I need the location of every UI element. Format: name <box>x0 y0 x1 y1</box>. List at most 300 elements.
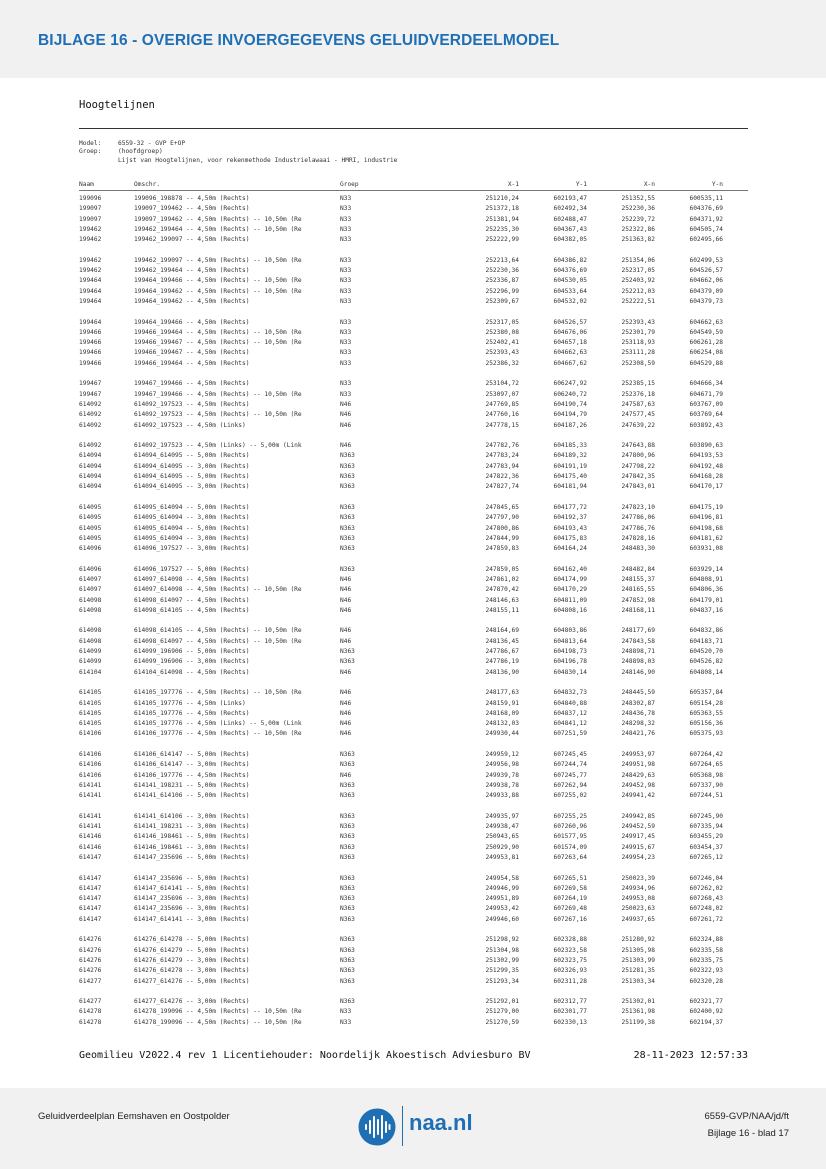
cell-x1: 247859,05 <box>485 565 519 573</box>
cell-xn: 251354,06 <box>621 256 655 264</box>
cell-xn: 253118,93 <box>621 339 655 347</box>
cell-naam: 199097 <box>79 205 102 213</box>
cell-omschr: 614095_614094 -- 5,00m (Rechts) <box>134 524 250 532</box>
cell-naam: 614099 <box>79 648 102 656</box>
cell-omschr: 199467_199466 -- 4,50m (Rechts) -- 10,50m (Re <box>134 390 302 398</box>
cell-naam: 614092 <box>79 411 102 419</box>
cell-y1: 604667,62 <box>553 359 587 367</box>
cell-xn: 251199,38 <box>621 1018 655 1026</box>
table-row <box>0 596 826 606</box>
col-header-xn: X-n <box>643 181 655 188</box>
table-row <box>0 668 826 678</box>
cell-xn: 251303,34 <box>621 977 655 985</box>
cell-naam: 614147 <box>79 854 102 861</box>
cell-groep: N363 <box>340 915 355 923</box>
cell-naam: 614106 <box>79 771 102 779</box>
table-row <box>0 812 826 822</box>
table-row <box>0 565 826 575</box>
cell-groep: N363 <box>340 648 355 656</box>
cell-naam: 199462 <box>79 267 102 275</box>
cell-y1: 604175,40 <box>553 473 587 481</box>
cell-x1: 249951,89 <box>485 895 519 903</box>
cell-yn: 603929,14 <box>689 565 723 573</box>
cell-omschr: 614147_235696 -- 5,00m (Rechts) <box>134 854 250 861</box>
cell-y1: 604841,12 <box>553 720 587 728</box>
cell-yn: 602335,58 <box>689 946 723 954</box>
cell-omschr: 614105_197776 -- 4,50m (Rechts) -- 10,50m (Re <box>134 689 302 697</box>
cell-y1: 607255,25 <box>553 812 587 820</box>
cell-y1: 602323,75 <box>553 956 587 964</box>
cell-yn: 604379,73 <box>689 297 723 305</box>
cell-yn: 604505,74 <box>689 225 723 233</box>
cell-xn: 250023,39 <box>621 874 655 882</box>
cell-omschr: 614276_614279 -- 3,00m (Rechts) <box>134 956 250 964</box>
cell-groep: N46 <box>340 709 352 717</box>
cell-groep: N46 <box>340 771 352 779</box>
cell-yn: 604666,34 <box>689 380 723 388</box>
table-row <box>0 359 826 369</box>
cell-x1: 252222,99 <box>485 236 519 244</box>
cell-naam: 614105 <box>79 709 102 717</box>
cell-yn: 604198,68 <box>689 524 723 532</box>
cell-omschr: 614106_614147 -- 5,00m (Rechts) <box>134 751 250 759</box>
cell-xn: 248482,84 <box>621 565 655 573</box>
table-row <box>0 379 826 389</box>
table-row <box>0 709 826 719</box>
cell-y1: 604676,06 <box>553 328 587 336</box>
col-header-y1: Y-1 <box>575 181 587 188</box>
cell-x1: 247844,99 <box>485 534 519 542</box>
cell-omschr: 614092_197523 -- 4,50m (Rechts) <box>134 400 250 408</box>
cell-omschr: 199466_199464 -- 4,50m (Rechts) <box>134 359 250 367</box>
table-row <box>0 688 826 698</box>
cell-groep: N363 <box>340 977 355 985</box>
cell-x1: 247769,85 <box>485 400 519 408</box>
cell-omschr: 614092_197523 -- 4,50m (Links) -- 5,00m (Link <box>134 442 302 450</box>
cell-y1: 602326,93 <box>553 967 587 975</box>
table-row <box>0 348 826 358</box>
table-row <box>0 894 826 904</box>
cell-naam: 614099 <box>79 658 102 666</box>
cell-y1: 604533,64 <box>553 287 587 295</box>
software-license-line: Geomilieu V2022.4 rev 1 Licentiehouder: Noordelijk Akoestisch Adviesburo BV <box>79 1050 531 1061</box>
cell-yn: 604175,19 <box>689 503 723 511</box>
table-row <box>0 637 826 647</box>
cell-omschr: 614094_614095 -- 3,00m (Rechts) <box>134 483 250 491</box>
cell-yn: 607264,65 <box>689 761 723 769</box>
table-row <box>0 791 826 801</box>
cell-naam: 614098 <box>79 596 102 604</box>
cell-naam: 614147 <box>79 884 102 892</box>
cell-naam: 614147 <box>79 895 102 903</box>
table-row <box>0 626 826 636</box>
cell-y1: 607264,19 <box>553 895 587 903</box>
cell-groep: N46 <box>340 400 352 408</box>
cell-groep: N363 <box>340 761 355 769</box>
table-row <box>0 657 826 667</box>
cell-omschr: 614105_197776 -- 4,50m (Links) -- 5,00m (Link <box>134 720 302 728</box>
cell-naam: 614106 <box>79 751 102 759</box>
cell-xn: 248165,55 <box>621 586 655 594</box>
cell-xn: 252308,59 <box>621 359 655 367</box>
cell-x1: 247800,86 <box>485 524 519 532</box>
cell-xn: 248898,71 <box>621 648 655 656</box>
cell-yn: 605154,28 <box>689 699 723 707</box>
cell-omschr: 199097_199462 -- 4,50m (Rechts) <box>134 205 250 213</box>
cell-xn: 247798,22 <box>621 462 655 470</box>
cell-y1: 604532,02 <box>553 297 587 305</box>
table-header-divider <box>79 190 748 191</box>
list-description: Lijst van Hoogtelijnen, voor rekenmethode Industrielawaai - HMRI, industrie <box>118 156 398 164</box>
cell-y1: 602492,34 <box>553 205 587 213</box>
naa-logo-text: naa.nl <box>409 1110 473 1135</box>
cell-yn: 607337,90 <box>689 781 723 789</box>
cell-y1: 602328,88 <box>553 936 587 944</box>
cell-x1: 249954,58 <box>485 874 519 882</box>
cell-yn: 604832,86 <box>689 627 723 635</box>
cell-x1: 248177,63 <box>485 689 519 697</box>
cell-groep: N46 <box>340 699 352 707</box>
cell-omschr: 614277_614276 -- 5,00m (Rechts) <box>134 977 250 985</box>
cell-xn: 249942,85 <box>621 812 655 820</box>
cell-omschr: 614092_197523 -- 4,50m (Links) <box>134 421 246 429</box>
cell-groep: N46 <box>340 442 352 450</box>
cell-omschr: 614276_614279 -- 5,00m (Rechts) <box>134 946 250 954</box>
table-row <box>0 451 826 461</box>
cell-yn: 604662,63 <box>689 318 723 326</box>
cell-y1: 602330,13 <box>553 1018 587 1026</box>
cell-naam: 614094 <box>79 452 102 460</box>
cell-x1: 248168,09 <box>485 709 519 717</box>
cell-groep: N363 <box>340 823 355 831</box>
cell-yn: 607261,72 <box>689 915 723 923</box>
cell-omschr: 614278_199096 -- 4,50m (Rechts) -- 10,50m (Re <box>134 1018 302 1026</box>
cell-y1: 606240,72 <box>553 390 587 398</box>
cell-xn: 247639,22 <box>621 421 655 429</box>
cell-omschr: 614147_614141 -- 3,00m (Rechts) <box>134 915 250 923</box>
cell-naam: 614105 <box>79 689 102 697</box>
table-row <box>0 585 826 595</box>
cell-yn: 604371,92 <box>689 215 723 223</box>
cell-xn: 249941,42 <box>621 792 655 800</box>
cell-omschr: 614095_614094 -- 5,00m (Rechts) <box>134 503 250 511</box>
cell-y1: 604170,29 <box>553 586 587 594</box>
cell-xn: 248146,90 <box>621 668 655 676</box>
cell-x1: 251293,34 <box>485 977 519 985</box>
cell-omschr: 614141_614106 -- 3,00m (Rechts) <box>134 812 250 820</box>
table-row <box>0 318 826 328</box>
cell-xn: 248177,69 <box>621 627 655 635</box>
cell-groep: N363 <box>340 514 355 522</box>
groep-value: (hoofdgroep) <box>118 148 163 156</box>
cell-naam: 614147 <box>79 874 102 882</box>
cell-omschr: 614094_614095 -- 3,00m (Rechts) <box>134 462 250 470</box>
cell-groep: N363 <box>340 854 355 861</box>
cell-naam: 199464 <box>79 318 102 326</box>
cell-yn: 604379,09 <box>689 287 723 295</box>
cell-x1: 251279,00 <box>485 1008 519 1016</box>
cell-y1: 604174,99 <box>553 575 587 583</box>
cell-yn: 602335,75 <box>689 956 723 964</box>
cell-y1: 602311,28 <box>553 977 587 985</box>
table-row <box>0 410 826 420</box>
cell-y1: 604196,78 <box>553 658 587 666</box>
table-row <box>0 225 826 235</box>
cell-xn: 252222,51 <box>621 297 655 305</box>
cell-groep: N33 <box>340 349 352 357</box>
cell-x1: 247861,02 <box>485 575 519 583</box>
cell-groep: N363 <box>340 751 355 759</box>
cell-y1: 607245,45 <box>553 751 587 759</box>
table-row <box>0 575 826 585</box>
cell-y1: 602488,47 <box>553 215 587 223</box>
cell-y1: 604386,82 <box>553 256 587 264</box>
cell-x1: 252393,43 <box>485 349 519 357</box>
cell-groep: N46 <box>340 586 352 594</box>
cell-omschr: 614147_614141 -- 5,00m (Rechts) <box>134 884 250 892</box>
cell-naam: 199097 <box>79 215 102 223</box>
page-reference: Bijlage 16 - blad 17 <box>707 1128 789 1139</box>
cell-groep: N33 <box>340 225 352 233</box>
cell-x1: 251270,59 <box>485 1018 519 1026</box>
cell-groep: N46 <box>340 668 352 676</box>
cell-omschr: 614098_614105 -- 4,50m (Rechts) <box>134 606 250 614</box>
cell-groep: N363 <box>340 483 355 491</box>
table-row <box>0 699 826 709</box>
cell-yn: 602194,37 <box>689 1018 723 1026</box>
cell-y1: 604811,09 <box>553 596 587 604</box>
cell-naam: 614277 <box>79 998 102 1006</box>
cell-omschr: 199464_199466 -- 4,50m (Rechts) -- 10,50m (Re <box>134 277 302 285</box>
cell-yn: 607244,51 <box>689 792 723 800</box>
cell-omschr: 614099_196906 -- 5,00m (Rechts) <box>134 648 250 656</box>
cell-naam: 614095 <box>79 503 102 511</box>
cell-groep: N363 <box>340 843 355 851</box>
cell-naam: 199467 <box>79 380 102 388</box>
cell-naam: 614146 <box>79 843 102 851</box>
cell-xn: 248898,03 <box>621 658 655 666</box>
cell-y1: 607245,77 <box>553 771 587 779</box>
cell-omschr: 614096_197527 -- 3,00m (Rechts) <box>134 545 250 553</box>
cell-yn: 604526,57 <box>689 267 723 275</box>
table-row <box>0 915 826 925</box>
table-row <box>0 462 826 472</box>
cell-y1: 604185,33 <box>553 442 587 450</box>
cell-yn: 604549,59 <box>689 328 723 336</box>
cell-yn: 607248,02 <box>689 905 723 913</box>
cell-naam: 614276 <box>79 956 102 964</box>
cell-xn: 248298,32 <box>621 720 655 728</box>
cell-omschr: 614277_614276 -- 3,00m (Rechts) <box>134 998 250 1006</box>
cell-omschr: 614105_197776 -- 4,50m (Rechts) <box>134 709 250 717</box>
cell-omschr: 614104_614098 -- 4,50m (Rechts) <box>134 668 250 676</box>
cell-yn: 604376,69 <box>689 205 723 213</box>
cell-y1: 604832,73 <box>553 689 587 697</box>
cell-y1: 604837,12 <box>553 709 587 717</box>
cell-x1: 247797,90 <box>485 514 519 522</box>
cell-x1: 253097,07 <box>485 390 519 398</box>
cell-y1: 604526,57 <box>553 318 587 326</box>
project-name: Geluidverdeelplan Eemshaven en Oostpolder <box>38 1111 230 1122</box>
cell-xn: 249452,98 <box>621 781 655 789</box>
model-label: Model: <box>79 140 102 147</box>
cell-yn: 607268,43 <box>689 895 723 903</box>
cell-groep: N33 <box>340 380 352 388</box>
cell-xn: 249953,08 <box>621 895 655 903</box>
cell-xn: 248302,87 <box>621 699 655 707</box>
cell-yn: 604808,91 <box>689 575 723 583</box>
cell-omschr: 199464_199466 -- 4,50m (Rechts) <box>134 318 250 326</box>
cell-x1: 250929,90 <box>485 843 519 851</box>
cell-y1: 602301,77 <box>553 1008 587 1016</box>
cell-xn: 249452,59 <box>621 823 655 831</box>
cell-naam: 614094 <box>79 462 102 470</box>
cell-x1: 253104,72 <box>485 380 519 388</box>
cell-groep: N33 <box>340 277 352 285</box>
cell-x1: 248136,45 <box>485 637 519 645</box>
cell-y1: 604189,32 <box>553 452 587 460</box>
section-divider <box>79 128 748 129</box>
cell-naam: 614278 <box>79 1008 102 1016</box>
cell-omschr: 614147_235696 -- 3,00m (Rechts) <box>134 905 250 913</box>
table-row <box>0 729 826 739</box>
table-row <box>0 997 826 1007</box>
cell-omschr: 199466_199467 -- 4,50m (Rechts) <box>134 349 250 357</box>
cell-omschr: 614095_614094 -- 3,00m (Rechts) <box>134 534 250 542</box>
cell-omschr: 199096_198878 -- 4,50m (Rechts) <box>134 195 250 202</box>
cell-xn: 252376,18 <box>621 390 655 398</box>
cell-naam: 614092 <box>79 400 102 408</box>
cell-xn: 251352,55 <box>621 195 655 202</box>
cell-y1: 604162,40 <box>553 565 587 573</box>
cell-x1: 247786,19 <box>485 658 519 666</box>
cell-groep: N363 <box>340 452 355 460</box>
cell-naam: 614141 <box>79 792 102 800</box>
cell-naam: 199466 <box>79 339 102 347</box>
cell-y1: 604367,43 <box>553 225 587 233</box>
cell-omschr: 614141_198231 -- 5,00m (Rechts) <box>134 781 250 789</box>
cell-yn: 604183,71 <box>689 637 723 645</box>
cell-xn: 247828,16 <box>621 534 655 542</box>
cell-groep: N363 <box>340 792 355 800</box>
cell-omschr: 614276_614278 -- 3,00m (Rechts) <box>134 967 250 975</box>
cell-y1: 607269,48 <box>553 905 587 913</box>
cell-naam: 614147 <box>79 915 102 923</box>
cell-omschr: 199462_199464 -- 4,50m (Rechts) -- 10,50m (Re <box>134 225 302 233</box>
cell-yn: 604179,01 <box>689 596 723 604</box>
cell-groep: N363 <box>340 874 355 882</box>
cell-groep: N33 <box>340 1008 352 1016</box>
cell-omschr: 614146_198461 -- 3,00m (Rechts) <box>134 843 250 851</box>
cell-omschr: 614094_614095 -- 5,00m (Rechts) <box>134 452 250 460</box>
cell-omschr: 614094_614095 -- 5,00m (Rechts) <box>134 473 250 481</box>
table-row <box>0 503 826 513</box>
cell-xn: 251281,35 <box>621 967 655 975</box>
cell-y1: 604530,05 <box>553 277 587 285</box>
cell-x1: 248136,90 <box>485 668 519 676</box>
cell-xn: 248168,11 <box>621 606 655 614</box>
cell-yn: 603455,29 <box>689 833 723 841</box>
table-row <box>0 266 826 276</box>
cell-x1: 247760,16 <box>485 411 519 419</box>
cell-groep: N33 <box>340 390 352 398</box>
cell-naam: 199466 <box>79 359 102 367</box>
cell-y1: 604382,05 <box>553 236 587 244</box>
cell-groep: N46 <box>340 411 352 419</box>
cell-naam: 614095 <box>79 524 102 532</box>
cell-omschr: 614098_614097 -- 4,50m (Rechts) -- 10,50m (Re <box>134 637 302 645</box>
cell-xn: 250023,63 <box>621 905 655 913</box>
cell-yn: 607246,04 <box>689 874 723 882</box>
cell-groep: N363 <box>340 503 355 511</box>
cell-y1: 607269,58 <box>553 884 587 892</box>
cell-x1: 252213,64 <box>485 256 519 264</box>
table-row <box>0 1007 826 1017</box>
cell-y1: 604662,63 <box>553 349 587 357</box>
cell-x1: 248155,11 <box>485 606 519 614</box>
cell-y1: 602323,58 <box>553 946 587 954</box>
cell-yn: 607264,42 <box>689 751 723 759</box>
cell-x1: 247845,65 <box>485 503 519 511</box>
cell-omschr: 614098_614097 -- 4,50m (Rechts) <box>134 596 250 604</box>
cell-omschr: 199466_199467 -- 4,50m (Rechts) -- 10,50m (Re <box>134 339 302 347</box>
cell-naam: 614097 <box>79 575 102 583</box>
cell-groep: N363 <box>340 884 355 892</box>
model-value: 6559-32 - GVP E+OP <box>118 140 186 147</box>
table-row <box>0 534 826 544</box>
cell-groep: N33 <box>340 236 352 244</box>
table-row <box>0 946 826 956</box>
table-row <box>0 966 826 976</box>
cell-yn: 603767,09 <box>689 400 723 408</box>
cell-naam: 614098 <box>79 606 102 614</box>
cell-groep: N363 <box>340 658 355 666</box>
cell-x1: 251210,24 <box>485 195 519 202</box>
cell-x1: 249959,12 <box>485 751 519 759</box>
table-row <box>0 482 826 492</box>
cell-groep: N46 <box>340 627 352 635</box>
cell-yn: 604181,62 <box>689 534 723 542</box>
cell-xn: 247843,01 <box>621 483 655 491</box>
cell-yn: 600535,11 <box>689 195 723 202</box>
cell-x1: 252296,99 <box>485 287 519 295</box>
cell-groep: N46 <box>340 720 352 728</box>
cell-x1: 249946,99 <box>485 884 519 892</box>
cell-xn: 247852,98 <box>621 596 655 604</box>
cell-x1: 247870,42 <box>485 586 519 594</box>
page-title: BIJLAGE 16 - OVERIGE INVOERGEGEVENS GELUIDVERDEELMODEL <box>38 32 560 49</box>
cell-groep: N33 <box>340 267 352 275</box>
naa-logo-icon <box>358 1108 396 1146</box>
section-title: Hoogtelijnen <box>79 99 155 111</box>
cell-naam: 614106 <box>79 730 102 738</box>
cell-naam: 199466 <box>79 328 102 336</box>
cell-naam: 199462 <box>79 256 102 264</box>
cell-naam: 199467 <box>79 390 102 398</box>
cell-groep: N363 <box>340 565 355 573</box>
cell-yn: 602321,77 <box>689 998 723 1006</box>
cell-naam: 614094 <box>79 473 102 481</box>
cell-groep: N363 <box>340 545 355 553</box>
cell-x1: 249930,44 <box>485 730 519 738</box>
table-row <box>0 421 826 431</box>
cell-x1: 249939,78 <box>485 771 519 779</box>
cell-omschr: 614092_197523 -- 4,50m (Rechts) -- 10,50m (Re <box>134 411 302 419</box>
cell-groep: N363 <box>340 895 355 903</box>
cell-groep: N46 <box>340 596 352 604</box>
cell-x1: 252336,87 <box>485 277 519 285</box>
cell-xn: 247786,76 <box>621 524 655 532</box>
